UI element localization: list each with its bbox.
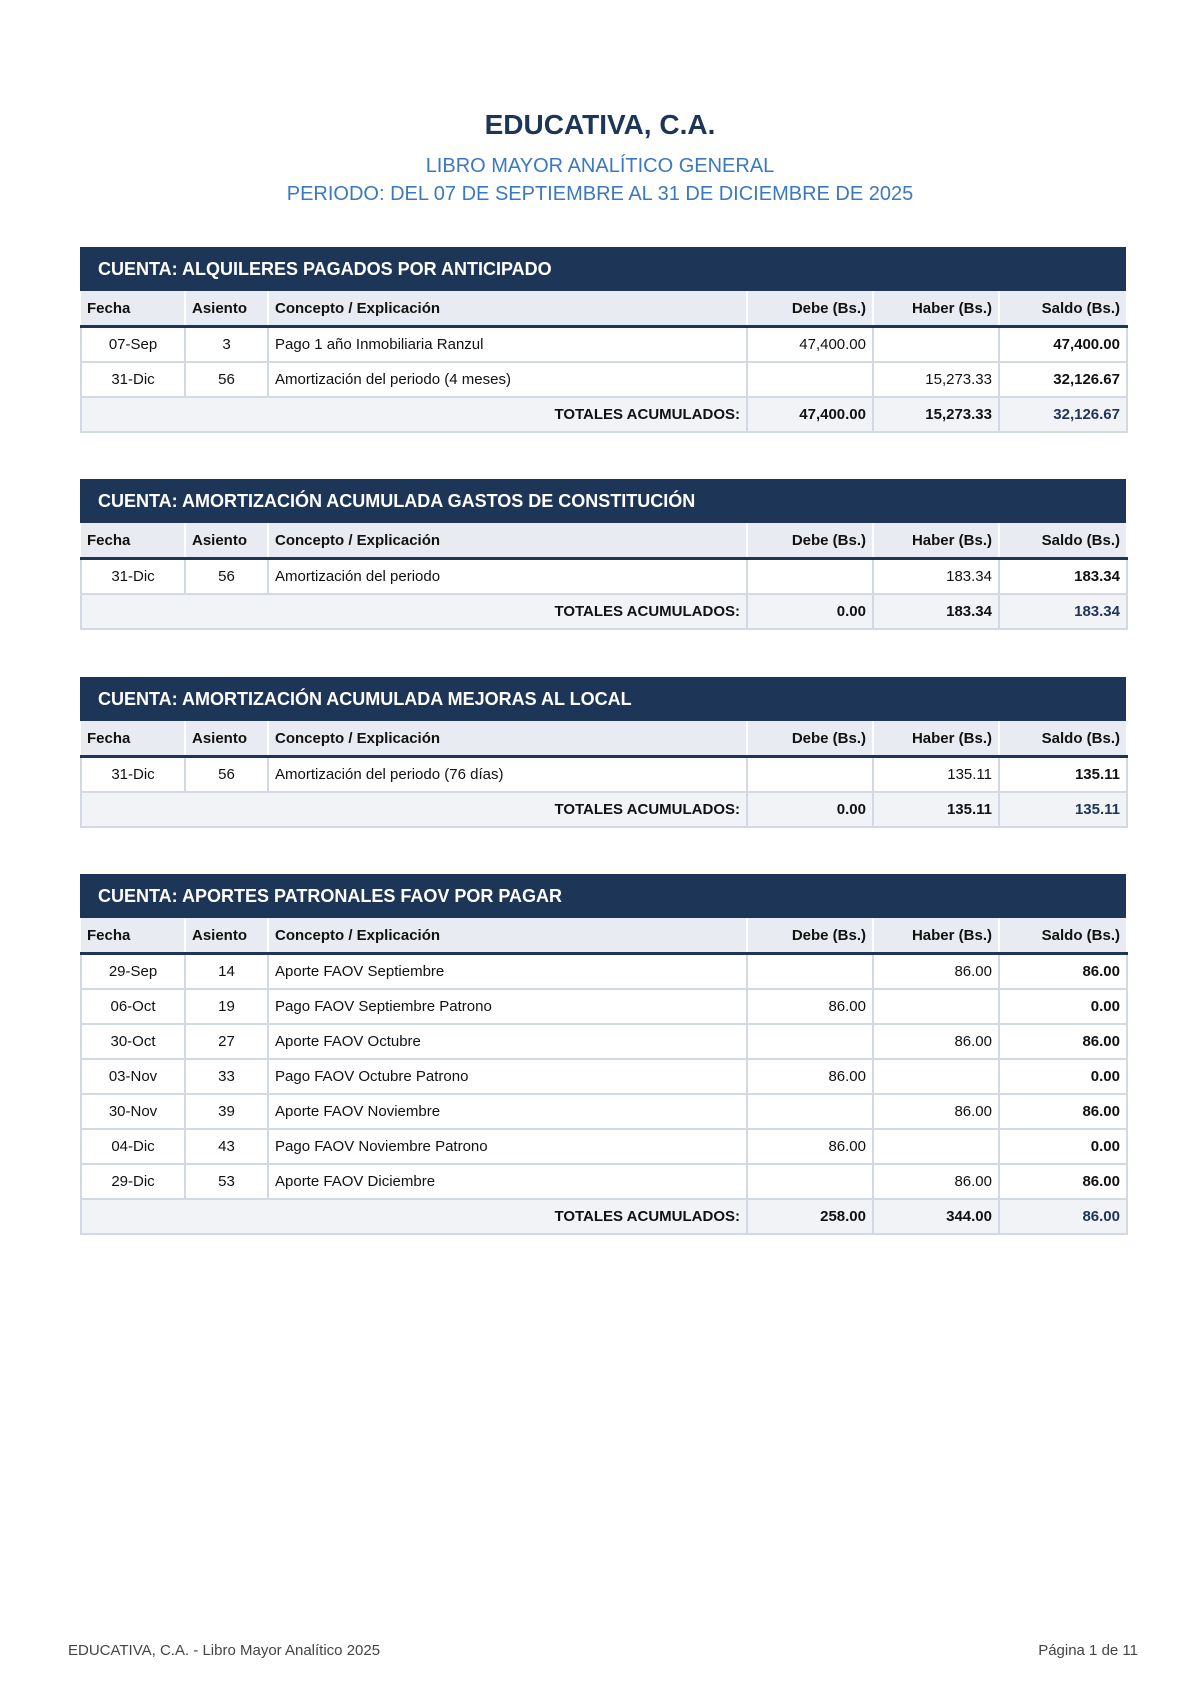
col-header-haber: Haber (Bs.) — [873, 918, 999, 954]
report-period: PERIODO: DEL 07 DE SEPTIEMBRE AL 31 DE DICIEMBRE DE 2025 — [286, 183, 914, 205]
cell-concepto: Aporte FAOV Septiembre — [268, 954, 747, 990]
col-header-concepto: Concepto / Explicación — [268, 523, 747, 559]
cell-asiento: 33 — [185, 1059, 268, 1094]
cell-concepto: Amortización del periodo — [268, 559, 747, 595]
total-haber: 135.11 — [873, 792, 999, 827]
cell-saldo: 86.00 — [999, 1164, 1127, 1199]
total-saldo: 32,126.67 — [999, 397, 1127, 432]
table-row — [81, 989, 1127, 1024]
col-header-fecha: Fecha — [81, 721, 185, 757]
col-header-fecha: Fecha — [81, 918, 185, 954]
table-row — [81, 1024, 1127, 1059]
cell-concepto: Pago 1 año Inmobiliaria Ranzul — [268, 327, 747, 363]
table-row — [81, 1129, 1127, 1164]
cell-asiento: 56 — [185, 757, 268, 793]
cell-asiento: 27 — [185, 1024, 268, 1059]
cell-haber — [873, 989, 999, 1024]
cell-fecha: 30-Nov — [81, 1094, 185, 1129]
total-haber: 344.00 — [873, 1199, 999, 1234]
footer-document-name: EDUCATIVA, C.A. - Libro Mayor Analítico 2025 — [68, 1642, 381, 1659]
document-header — [0, 108, 1200, 206]
cell-fecha: 31-Dic — [81, 757, 185, 793]
total-debe: 258.00 — [747, 1199, 873, 1234]
totals-label: TOTALES ACUMULADOS: — [81, 1199, 747, 1234]
cell-saldo: 47,400.00 — [999, 327, 1127, 363]
account-section — [80, 247, 1126, 433]
ledger-table — [80, 721, 1128, 828]
company-name: EDUCATIVA, C.A. — [484, 109, 716, 140]
col-header-debe: Debe (Bs.) — [747, 918, 873, 954]
table-header-row — [81, 918, 1127, 954]
table-row — [81, 327, 1127, 363]
cell-asiento: 53 — [185, 1164, 268, 1199]
cell-concepto: Aporte FAOV Octubre — [268, 1024, 747, 1059]
cell-asiento: 56 — [185, 559, 268, 595]
cell-haber: 86.00 — [873, 1024, 999, 1059]
cell-fecha: 07-Sep — [81, 327, 185, 363]
cell-concepto: Amortización del periodo (4 meses) — [268, 362, 747, 397]
col-header-asiento: Asiento — [185, 291, 268, 327]
cell-debe — [747, 1164, 873, 1199]
cell-haber: 135.11 — [873, 757, 999, 793]
cell-haber — [873, 1129, 999, 1164]
table-row — [81, 1059, 1127, 1094]
cell-saldo: 0.00 — [999, 1059, 1127, 1094]
cell-fecha: 04-Dic — [81, 1129, 185, 1164]
total-saldo: 135.11 — [999, 792, 1127, 827]
cell-saldo: 0.00 — [999, 989, 1127, 1024]
col-header-asiento: Asiento — [185, 721, 268, 757]
cell-concepto: Pago FAOV Septiembre Patrono — [268, 989, 747, 1024]
cell-saldo: 86.00 — [999, 954, 1127, 990]
cell-saldo: 135.11 — [999, 757, 1127, 793]
col-header-concepto: Concepto / Explicación — [268, 918, 747, 954]
total-debe: 0.00 — [747, 792, 873, 827]
ledger-table — [80, 918, 1128, 1235]
cell-debe — [747, 954, 873, 990]
table-row — [81, 757, 1127, 793]
cell-debe: 86.00 — [747, 1059, 873, 1094]
account-section — [80, 677, 1126, 828]
cell-haber — [873, 327, 999, 363]
table-row — [81, 1094, 1127, 1129]
cell-saldo: 86.00 — [999, 1024, 1127, 1059]
cell-concepto: Pago FAOV Noviembre Patrono — [268, 1129, 747, 1164]
cell-asiento: 19 — [185, 989, 268, 1024]
cell-fecha: 30-Oct — [81, 1024, 185, 1059]
totals-row — [81, 792, 1127, 827]
cell-saldo: 86.00 — [999, 1094, 1127, 1129]
account-title: CUENTA: ALQUILERES PAGADOS POR ANTICIPADO — [80, 247, 1126, 291]
col-header-concepto: Concepto / Explicación — [268, 721, 747, 757]
totals-row — [81, 594, 1127, 629]
totals-row — [81, 397, 1127, 432]
ledger-table — [80, 291, 1128, 433]
cell-saldo: 32,126.67 — [999, 362, 1127, 397]
total-haber: 15,273.33 — [873, 397, 999, 432]
cell-haber: 86.00 — [873, 1094, 999, 1129]
cell-asiento: 3 — [185, 327, 268, 363]
cell-haber: 183.34 — [873, 559, 999, 595]
col-header-fecha: Fecha — [81, 291, 185, 327]
cell-saldo: 0.00 — [999, 1129, 1127, 1164]
cell-saldo: 183.34 — [999, 559, 1127, 595]
col-header-fecha: Fecha — [81, 523, 185, 559]
col-header-haber: Haber (Bs.) — [873, 523, 999, 559]
cell-debe — [747, 362, 873, 397]
col-header-haber: Haber (Bs.) — [873, 721, 999, 757]
cell-debe — [747, 1024, 873, 1059]
col-header-saldo: Saldo (Bs.) — [999, 291, 1127, 327]
cell-fecha: 06-Oct — [81, 989, 185, 1024]
table-row — [81, 362, 1127, 397]
cell-fecha: 31-Dic — [81, 362, 185, 397]
cell-debe: 47,400.00 — [747, 327, 873, 363]
table-header-row — [81, 523, 1127, 559]
cell-concepto: Aporte FAOV Noviembre — [268, 1094, 747, 1129]
table-row — [81, 954, 1127, 990]
cell-haber: 86.00 — [873, 954, 999, 990]
table-header-row — [81, 721, 1127, 757]
totals-label: TOTALES ACUMULADOS: — [81, 594, 747, 629]
col-header-saldo: Saldo (Bs.) — [999, 721, 1127, 757]
total-debe: 47,400.00 — [747, 397, 873, 432]
cell-fecha: 31-Dic — [81, 559, 185, 595]
cell-fecha: 03-Nov — [81, 1059, 185, 1094]
account-title: CUENTA: APORTES PATRONALES FAOV POR PAGAR — [80, 874, 1126, 918]
cell-asiento: 14 — [185, 954, 268, 990]
total-saldo: 183.34 — [999, 594, 1127, 629]
cell-concepto: Pago FAOV Octubre Patrono — [268, 1059, 747, 1094]
cell-debe — [747, 757, 873, 793]
account-section — [80, 874, 1126, 1235]
cell-debe — [747, 1094, 873, 1129]
col-header-asiento: Asiento — [185, 523, 268, 559]
col-header-saldo: Saldo (Bs.) — [999, 523, 1127, 559]
col-header-debe: Debe (Bs.) — [747, 523, 873, 559]
total-haber: 183.34 — [873, 594, 999, 629]
account-title: CUENTA: AMORTIZACIÓN ACUMULADA GASTOS DE CONSTITUCIÓN — [80, 479, 1126, 523]
totals-label: TOTALES ACUMULADOS: — [81, 792, 747, 827]
totals-label: TOTALES ACUMULADOS: — [81, 397, 747, 432]
col-header-haber: Haber (Bs.) — [873, 291, 999, 327]
cell-haber — [873, 1059, 999, 1094]
cell-asiento: 39 — [185, 1094, 268, 1129]
report-title: LIBRO MAYOR ANALÍTICO GENERAL — [425, 155, 775, 177]
cell-fecha: 29-Dic — [81, 1164, 185, 1199]
cell-debe — [747, 559, 873, 595]
table-row — [81, 1164, 1127, 1199]
cell-haber: 15,273.33 — [873, 362, 999, 397]
total-debe: 0.00 — [747, 594, 873, 629]
totals-row — [81, 1199, 1127, 1234]
cell-asiento: 56 — [185, 362, 268, 397]
col-header-debe: Debe (Bs.) — [747, 721, 873, 757]
footer-page-number: Página 1 de 11 — [1038, 1642, 1138, 1659]
cell-asiento: 43 — [185, 1129, 268, 1164]
table-row — [81, 559, 1127, 595]
cell-concepto: Amortización del periodo (76 días) — [268, 757, 747, 793]
table-header-row — [81, 291, 1127, 327]
cell-fecha: 29-Sep — [81, 954, 185, 990]
cell-debe: 86.00 — [747, 1129, 873, 1164]
col-header-saldo: Saldo (Bs.) — [999, 918, 1127, 954]
cell-concepto: Aporte FAOV Diciembre — [268, 1164, 747, 1199]
cell-haber: 86.00 — [873, 1164, 999, 1199]
col-header-debe: Debe (Bs.) — [747, 291, 873, 327]
account-title: CUENTA: AMORTIZACIÓN ACUMULADA MEJORAS AL LOCAL — [80, 677, 1126, 721]
col-header-concepto: Concepto / Explicación — [268, 291, 747, 327]
ledger-table — [80, 523, 1128, 630]
account-section — [80, 479, 1126, 630]
cell-debe: 86.00 — [747, 989, 873, 1024]
total-saldo: 86.00 — [999, 1199, 1127, 1234]
col-header-asiento: Asiento — [185, 918, 268, 954]
